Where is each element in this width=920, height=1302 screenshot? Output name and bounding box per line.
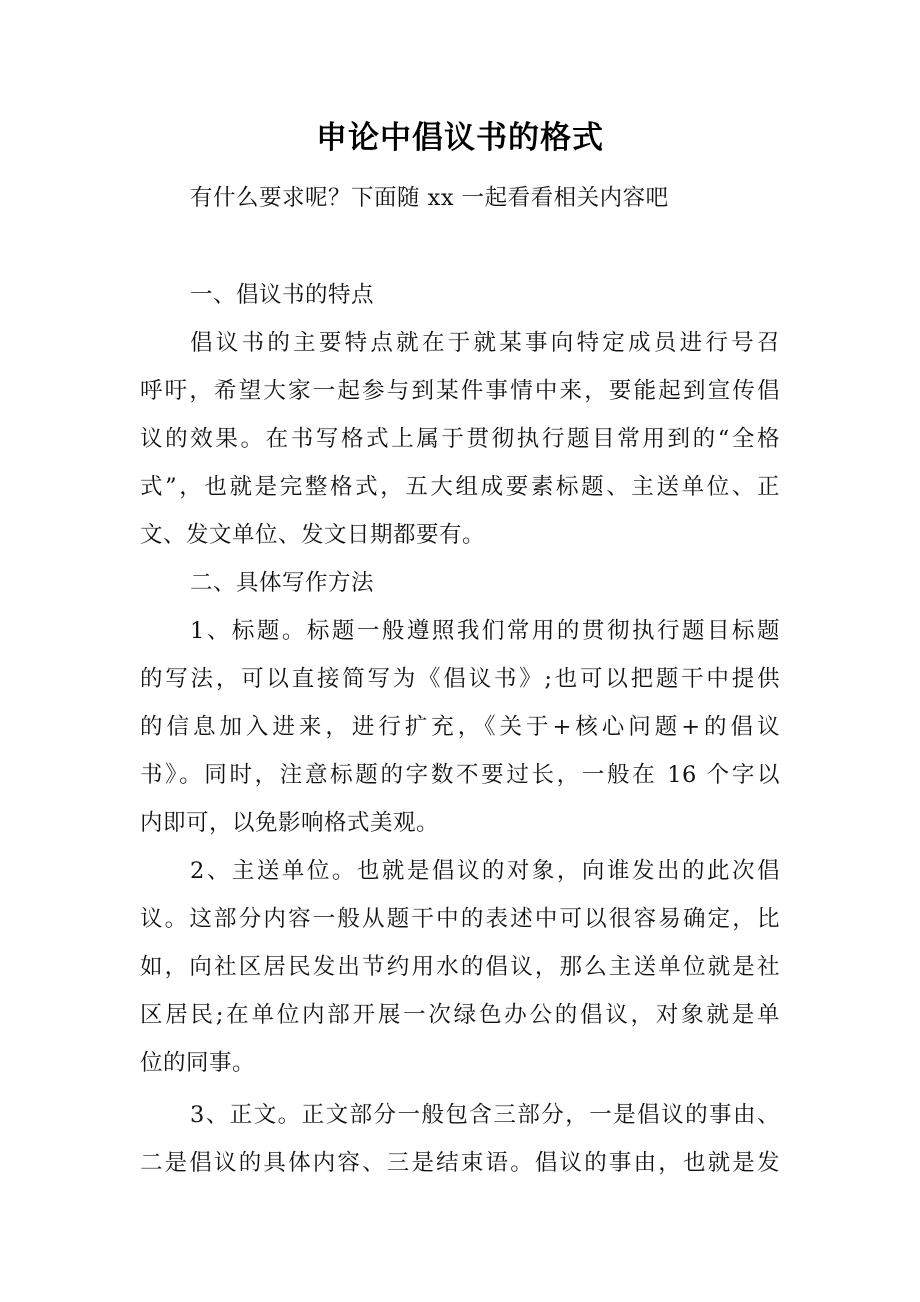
paragraph-line: 3、正文。正文部分一般包含三部分，一是倡议的事由、 bbox=[190, 1102, 780, 1128]
paragraph-line: 式”，也就是完整格式，五大组成要素标题、主送单位、正 bbox=[140, 474, 780, 500]
paragraph-line: 倡议书的主要特点就在于就某事向特定成员进行号召 bbox=[190, 330, 780, 356]
paragraph-line: 如，向社区居民发出节约用水的倡议，那么主送单位就是社 bbox=[140, 954, 780, 980]
section-heading: 二、具体写作方法 bbox=[190, 570, 375, 596]
paragraph-line: 区居民;在单位内部开展一次绿色办公的倡议，对象就是单 bbox=[140, 1002, 780, 1028]
paragraph-line: 二是倡议的具体内容、三是结束语。倡议的事由，也就是发 bbox=[140, 1150, 780, 1176]
paragraph-line: 文、发文单位、发文日期都要有。 bbox=[140, 522, 486, 548]
paragraph-line: 2、主送单位。也就是倡议的对象，向谁发出的此次倡 bbox=[190, 858, 780, 884]
paragraph-line: 位的同事。 bbox=[140, 1050, 256, 1076]
paragraph-line: 内即可，以免影响格式美观。 bbox=[140, 810, 440, 836]
paragraph-line: 议。这部分内容一般从题干中的表述中可以很容易确定，比 bbox=[140, 906, 780, 932]
paragraph-line: 书》。同时，注意标题的字数不要过长，一般在 16 个字以 bbox=[140, 762, 780, 788]
paragraph-line: 呼吁，希望大家一起参与到某件事情中来，要能起到宣传倡 bbox=[140, 378, 780, 404]
paragraph-line: 的写法，可以直接简写为《倡议书》;也可以把题干中提供 bbox=[140, 666, 780, 692]
paragraph-line: 的信息加入进来，进行扩充，《关于+核心问题+的倡议 bbox=[140, 714, 780, 740]
paragraph-line: 1、标题。标题一般遵照我们常用的贯彻执行题目标题 bbox=[190, 618, 780, 644]
section-heading: 一、倡议书的特点 bbox=[190, 282, 375, 308]
paragraph-line: 议的效果。在书写格式上属于贯彻执行题目常用到的“全格 bbox=[140, 426, 780, 452]
intro-text: 有什么要求呢？下面随 xx 一起看看相关内容吧 bbox=[190, 185, 669, 211]
document-title: 申论中倡议书的格式 bbox=[316, 120, 604, 156]
